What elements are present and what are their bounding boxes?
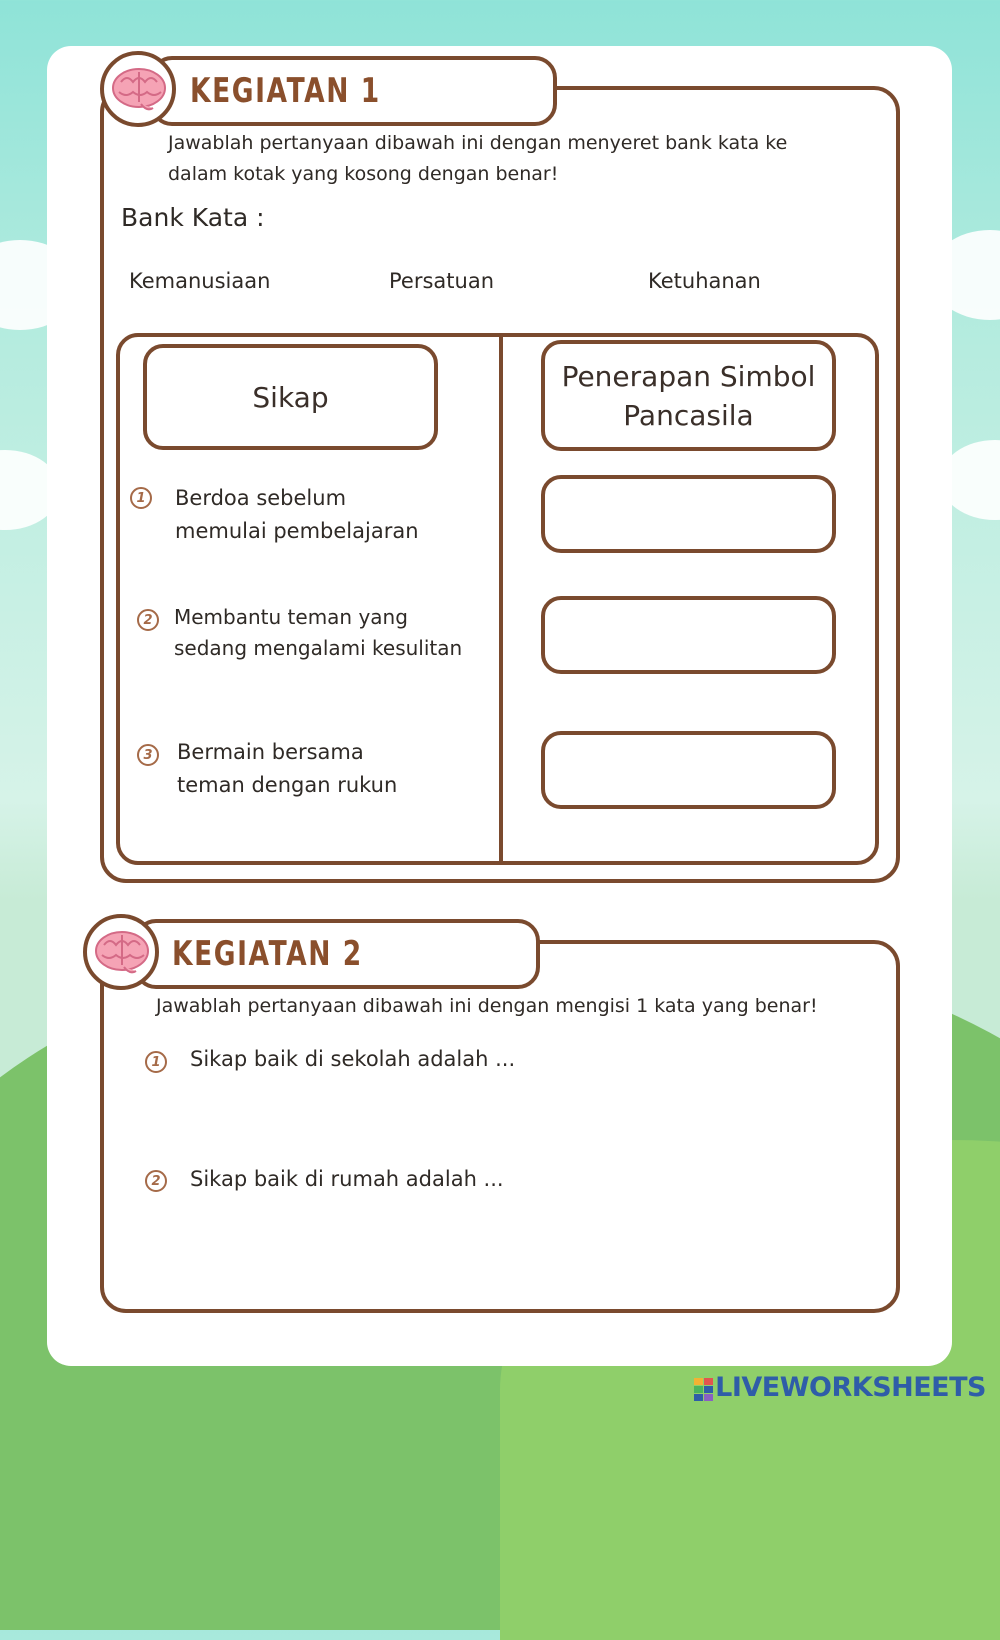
item-3-line1: Bermain bersama [177, 740, 364, 764]
drop-box-1[interactable] [541, 475, 836, 553]
bank-kata-title: Bank Kata : [121, 203, 265, 232]
liveworksheets-brand[interactable]: LIVEWORKSHEETS [715, 1372, 986, 1403]
kegiatan2-title: KEGIATAN 2 [172, 934, 363, 974]
penerapan-header-line2: Pancasila [623, 398, 754, 432]
kegiatan2-instruction: Jawablah pertanyaan dibawah ini dengan mengisi 1 kata yang benar! [156, 995, 818, 1017]
item-2-line1: Membantu teman yang [174, 605, 408, 629]
table-divider [499, 335, 503, 865]
kegiatan2-brain-badge [83, 914, 159, 990]
brain-icon [111, 64, 167, 116]
item-1-line2: memulai pembelajaran [175, 519, 419, 543]
question-number-2: 2 [145, 1170, 167, 1192]
item-1-line1: Berdoa sebelum [175, 486, 347, 510]
kegiatan1-instruction-line1: Jawablah pertanyaan dibawah ini dengan menyeret bank kata ke [168, 132, 788, 154]
liveworksheets-logo-icon [694, 1378, 714, 1402]
bank-word-ketuhanan[interactable]: Ketuhanan [648, 269, 761, 293]
drop-box-3[interactable] [541, 731, 836, 809]
item-3-line2: teman dengan rukun [177, 773, 398, 797]
item-number-1: 1 [130, 487, 152, 509]
question-2-text: Sikap baik di rumah adalah ... [190, 1167, 504, 1191]
item-number-3: 3 [137, 744, 159, 766]
kegiatan1-title: KEGIATAN 1 [190, 71, 381, 111]
item-number-2: 2 [137, 609, 159, 631]
sikap-header-box [143, 344, 438, 450]
drop-box-2[interactable] [541, 596, 836, 674]
penerapan-header-box [541, 340, 836, 451]
penerapan-header-line1: Penerapan Simbol [561, 359, 816, 393]
brain-icon [94, 927, 150, 979]
kegiatan1-instruction-line2: dalam kotak yang kosong dengan benar! [168, 163, 559, 185]
question-number-1: 1 [145, 1051, 167, 1073]
bank-word-kemanusiaan[interactable]: Kemanusiaan [129, 269, 271, 293]
item-2-line2: sedang mengalami kesulitan [174, 636, 463, 660]
question-1-text: Sikap baik di sekolah adalah ... [190, 1047, 516, 1071]
bank-word-persatuan[interactable]: Persatuan [389, 269, 494, 293]
sikap-header: Sikap [252, 380, 329, 414]
kegiatan1-brain-badge [100, 51, 176, 127]
